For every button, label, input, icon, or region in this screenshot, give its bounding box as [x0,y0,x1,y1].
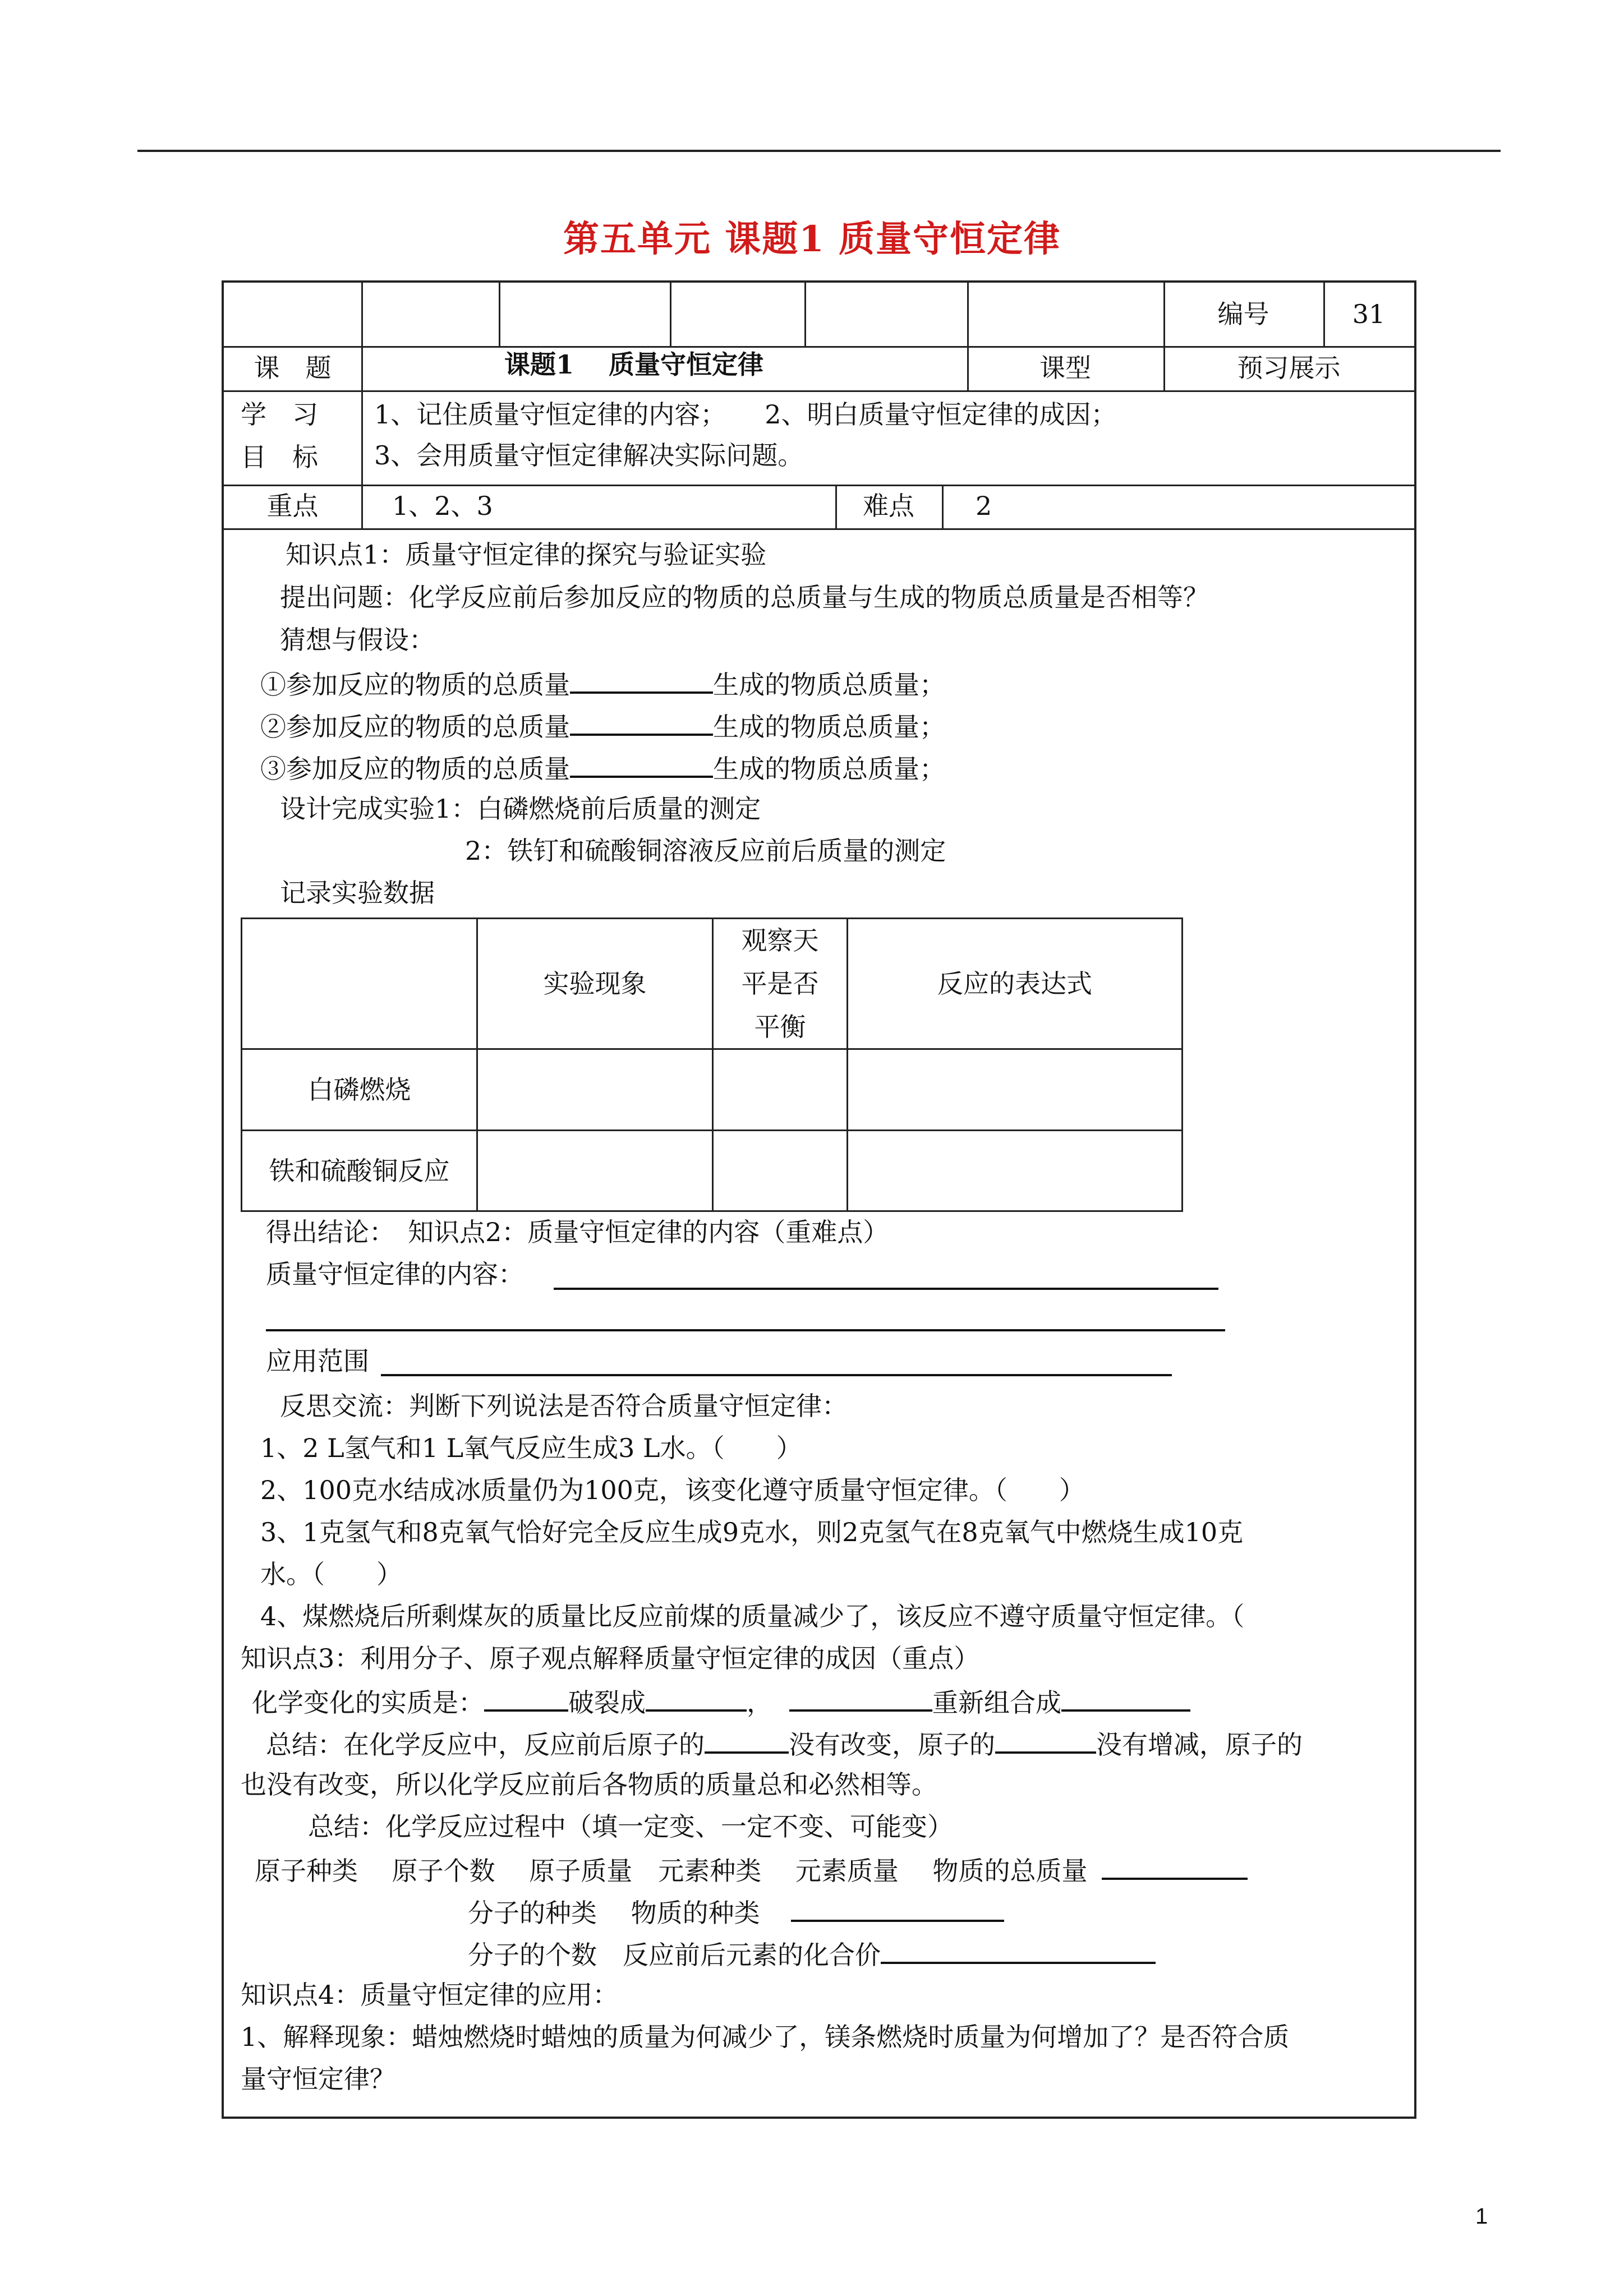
summary-2-line-2: 分子的种类 物质的种类 [468,1895,1004,1929]
bianhao-label: 编号 [1217,299,1269,329]
grid-line [224,346,1414,348]
grid-line [499,283,500,346]
judge-3b: 水。（ ） [260,1559,402,1589]
col-balance-1: 观察天 [741,925,819,956]
keti-value: 课题1 质量守恒定律 [504,349,764,380]
col-expression: 反应的表达式 [937,969,1092,999]
grid-line [942,485,944,528]
grid-line [670,283,671,346]
grid-line [967,283,969,346]
grid-line [804,283,806,346]
summary-2-line-1: 原子种类 原子个数 原子质量 元素种类 元素质量 物质的总质量 [255,1853,1248,1887]
application-1a: 1、解释现象：蜡烛燃烧时蜡烛的质量为何减少了，镁条燃烧时质量为何增加了？是否符合质 [241,2022,1290,2052]
scope-label: 应用范围 [266,1346,369,1376]
grid-line [224,390,1414,392]
goal-line-1: 1、记住质量守恒定律的内容； 2、明白质量守恒定律的成因； [374,399,1117,430]
record-heading: 记录实验数据 [280,878,435,908]
guess-heading: 猜想与假设： [280,625,435,655]
answer-line [266,1329,1225,1331]
summary-1-cont: 也没有改变，所以化学反应前后各物质的质量总和必然相等。 [241,1769,937,1800]
judge-2: 2、100克水结成冰质量仍为100克，该变化遵守质量守恒定律。（ ） [260,1475,1085,1505]
guess-2: ②参加反应的物质的总质量 生成的物质总质量； [260,709,945,743]
goal-line-2: 3、会用质量守恒定律解决实际问题。 [374,440,804,471]
col-phenomenon: 实验现象 [543,969,647,999]
bianhao-value: 31 [1352,299,1386,329]
keti-label: 课 题 [254,353,332,383]
judge-3a: 3、1克氢气和8克氧气恰好完全反应生成9克水，则2克氢气在8克氧气中燃烧生成10克 [260,1517,1244,1547]
knowledge-point-3: 知识点3：利用分子、原子观点解释质量守恒定律的成因（重点） [241,1643,980,1673]
row-white-phosphorus: 白磷燃烧 [307,1075,411,1105]
summary-2: 总结：化学反应过程中（填一定变、一定不变、可能变） [308,1811,953,1842]
kexing-value: 预习展示 [1237,353,1341,383]
grid-line [476,919,478,1210]
experiment-table [241,918,1183,1212]
judge-4: 4、煤燃烧后所剩煤灰的质量比反应前煤的质量减少了，该反应不遵守质量守恒定律。（ [260,1601,1245,1631]
grid-line [846,919,848,1210]
zhongdian-value: 1、2、3 [392,491,493,521]
conclusion: 得出结论： 知识点2：质量守恒定律的内容（重难点） [266,1217,889,1247]
page-number: 1 [1475,2204,1488,2229]
design-1: 设计完成实验1：白磷燃烧前后质量的测定 [280,794,761,824]
grid-line [361,390,363,485]
grid-line [242,1048,1181,1050]
xuexi-label: 学 习 [241,399,318,430]
lesson-frame [222,280,1416,2119]
summary-1: 总结：在化学反应中，反应前后原子的 没有改变，原子的 没有增减，原子的 [266,1727,1303,1760]
guess-3: ③参加反应的物质的总质量 生成的物质总质量； [260,751,945,785]
question: 提出问题：化学反应前后参加反应的物质的总质量与生成的物质总质量是否相等？ [280,582,1209,612]
grid-line [224,528,1414,530]
kexing-label: 课型 [1039,353,1091,383]
application-1b: 量守恒定律？ [241,2064,395,2094]
row-iron-copper-sulfate: 铁和硫酸铜反应 [269,1156,450,1186]
nandian-label: 难点 [863,491,914,521]
knowledge-point-1: 知识点1：质量守恒定律的探究与验证实验 [286,540,767,570]
grid-line [224,485,1414,486]
grid-line [361,485,363,528]
grid-line [361,283,363,346]
col-balance-3: 平衡 [754,1012,806,1042]
grid-line [361,346,363,390]
grid-line [242,1129,1181,1131]
mubiao-label: 目 标 [241,442,318,472]
essence-line: 化学变化的实质是： 破裂成 ， 重新组合成 [252,1685,1190,1718]
reflect-heading: 反思交流：判断下列说法是否符合质量守恒定律： [280,1391,848,1421]
page-title: 第五单元 课题1 质量守恒定律 [563,218,1061,260]
judge-1: 1、2 L氢气和1 L氧气反应生成3 L水。（ ） [260,1433,802,1463]
grid-line [712,919,714,1210]
summary-2-line-3: 分子的个数 反应前后元素的化合价 [468,1937,1156,1971]
answer-line [554,1288,1218,1290]
design-2: 2：铁钉和硫酸铜溶液反应前后质量的测定 [465,836,946,866]
zhongdian-label: 重点 [266,491,319,521]
answer-line [381,1374,1172,1376]
nandian-value: 2 [976,491,992,521]
header-rule [137,150,1501,152]
col-balance-2: 平是否 [741,969,819,999]
guess-1: ①参加反应的物质的总质量 生成的物质总质量； [260,667,945,700]
knowledge-point-4: 知识点4：质量守恒定律的应用： [241,1980,619,2010]
content-label: 质量守恒定律的内容： [266,1259,524,1289]
